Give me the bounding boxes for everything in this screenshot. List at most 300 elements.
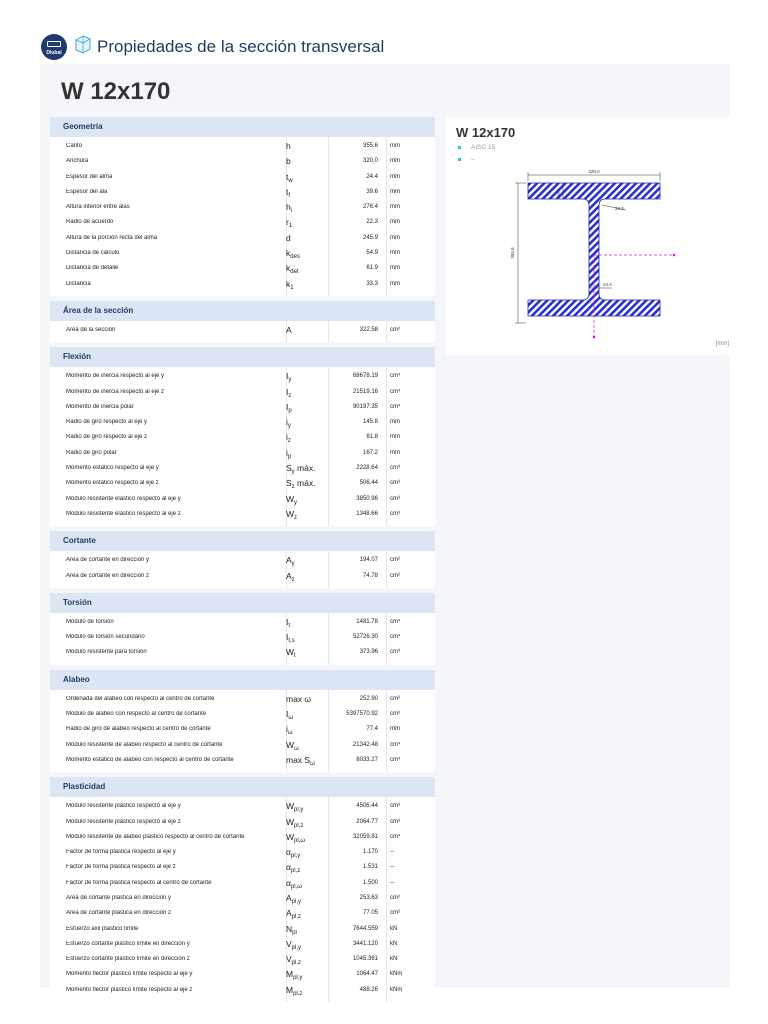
property-symbol (286, 141, 291, 151)
property-value: 1.500 (362, 879, 378, 886)
property-symbol (286, 954, 301, 966)
symbol-base: α (286, 877, 291, 888)
property-unit: mm (390, 419, 400, 426)
symbol-base: k (286, 278, 291, 289)
property-row (50, 400, 435, 415)
property-unit: cm² (390, 695, 400, 702)
symbol-subscript: pl,z (291, 914, 302, 921)
symbol-base: max S (286, 754, 311, 765)
symbol-subscript: pl (292, 929, 297, 936)
symbol-subscript: f (288, 192, 291, 199)
property-value: 68678.19 (352, 373, 378, 380)
property-value: 145.8 (362, 419, 378, 426)
property-unit: cm² (390, 572, 400, 579)
section-rows (50, 797, 435, 1002)
symbol-subscript: y (294, 499, 298, 506)
symbol-subscript: des (290, 254, 300, 261)
symbol-subscript: ω (310, 760, 315, 767)
symbol-subscript: pl,y (290, 853, 301, 860)
property-symbol (286, 233, 291, 243)
symbol-base: h (286, 141, 291, 151)
property-unit: mm (390, 173, 400, 180)
symbol-base: I (286, 709, 289, 720)
symbol-base: h (286, 202, 291, 213)
property-symbol (286, 478, 315, 490)
symbol-base: V (286, 954, 292, 965)
property-unit: cm³ (390, 510, 400, 517)
property-symbol (286, 509, 297, 521)
property-symbol (286, 448, 291, 460)
property-unit: kN (390, 956, 398, 963)
property-symbol (286, 402, 292, 414)
property-symbol (286, 263, 299, 275)
dim-flange: 39.6 (556, 189, 561, 197)
property-description: Momento flector plástico límite respecto al eje y (66, 971, 193, 978)
property-unit: cm⁴ (390, 634, 401, 641)
property-symbol (286, 985, 302, 997)
property-unit: kNm (390, 986, 403, 993)
property-row (50, 967, 435, 982)
property-row (50, 845, 435, 860)
property-row (50, 569, 435, 584)
symbol-subscript: ω (294, 745, 299, 752)
property-description: Factor de forma plástica respecto al eje z (66, 864, 176, 871)
symbol-base: t (286, 186, 289, 197)
property-row (50, 139, 435, 154)
section-header: Alabeo (50, 670, 435, 690)
property-row (50, 906, 435, 921)
property-symbol (286, 617, 290, 629)
property-value: 22.3 (366, 219, 378, 226)
property-row (50, 277, 435, 292)
section-header: Torsión (50, 593, 435, 613)
property-value: 61.9 (366, 265, 378, 272)
property-value: 488.26 (359, 986, 378, 993)
symbol-subscript: z (291, 576, 295, 583)
section-name: W 12x170 (61, 78, 171, 105)
property-value: 252.90 (359, 695, 378, 702)
symbol-subscript: i (290, 208, 293, 215)
property-description: Momento de inercia polar (66, 403, 134, 410)
property-unit: kN (390, 940, 398, 947)
property-symbol (286, 325, 292, 335)
property-description: Factor de forma plástica respecto al eje y (66, 849, 176, 856)
property-unit: cm³ (390, 480, 400, 487)
property-unit: kN (390, 925, 398, 932)
property-unit: cm³ (390, 649, 400, 656)
properties-table (50, 117, 435, 1002)
property-description: Altura interior entre alas (66, 204, 130, 211)
symbol-subscript: y (288, 377, 292, 384)
symbol-subscript: 1 (288, 223, 293, 230)
property-symbol (286, 969, 302, 981)
property-row (50, 645, 435, 660)
property-unit: cm⁴ (390, 388, 401, 395)
property-row (50, 815, 435, 830)
property-value: 74.78 (362, 572, 378, 579)
property-symbol (286, 187, 290, 199)
property-unit: kNm (390, 971, 403, 978)
symbol-base: k (286, 248, 291, 259)
property-value: 1481.78 (356, 618, 378, 625)
property-row (50, 461, 435, 476)
property-value: 3850.96 (356, 495, 378, 502)
property-row (50, 707, 435, 722)
property-description: Radio de giro polar (66, 449, 117, 456)
property-symbol (286, 156, 291, 166)
symbol-base: i (286, 417, 288, 428)
property-symbol (286, 724, 293, 736)
property-symbol (286, 740, 299, 752)
property-symbol (286, 694, 311, 704)
property-unit: mm (390, 143, 400, 149)
symbol-base: t (286, 171, 289, 182)
dim-height: 355.6 (510, 247, 515, 259)
property-description: Distancia de cálculo (66, 250, 120, 257)
property-value: 320.0 (362, 158, 378, 165)
symbol-subscript: pl,z (294, 822, 304, 829)
property-symbol (286, 893, 301, 905)
symbol-base: I (286, 401, 289, 412)
property-symbol (286, 555, 295, 567)
symbol-suffix: máx. (294, 463, 316, 474)
property-unit: cm⁴ (390, 833, 401, 840)
property-value: 1045.361 (352, 956, 378, 963)
property-unit: mm (390, 204, 400, 211)
property-unit: mm (390, 265, 400, 272)
property-value: 77.05 (362, 910, 378, 917)
property-description: Módulo de torsión secundario (66, 634, 145, 641)
property-description: Módulo de torsión (66, 618, 114, 625)
section-header: Área de la sección (50, 301, 435, 321)
property-symbol (286, 939, 301, 951)
section-header: Cortante (50, 531, 435, 551)
property-value: 5397570.92 (346, 711, 378, 718)
property-description: Esfuerzo cortante plástico límite en dirección z (66, 956, 190, 963)
property-description: Radio de giro de alabeo respecto al centro de cortante (66, 726, 211, 733)
symbol-subscript: ω (287, 730, 293, 737)
property-row (50, 154, 435, 169)
symbol-base: V (286, 938, 292, 949)
section-rows (50, 551, 435, 588)
property-description: Altura de la porción recta del alma (66, 234, 158, 241)
property-unit: mm (390, 234, 400, 241)
symbol-base: max ω (286, 693, 312, 704)
property-symbol (286, 202, 292, 214)
property-description: Radio de acuerdo (66, 219, 114, 226)
property-symbol (286, 847, 300, 859)
property-row (50, 261, 435, 276)
symbol-subscript: pl,ω (290, 883, 302, 890)
symbol-base: i (286, 432, 288, 443)
property-value: 1348.66 (356, 510, 378, 517)
property-unit: mm (390, 219, 400, 226)
symbol-subscript: pl,ω (294, 837, 306, 844)
property-value: 373.96 (359, 649, 378, 656)
property-description: Momento estático de alabeo con respecto al centro de cortante (66, 756, 234, 763)
symbol-subscript: det (290, 269, 299, 276)
property-row (50, 615, 435, 630)
page-header (0, 0, 768, 64)
unit-label: [mm] (715, 341, 729, 347)
property-description: Área de cortante en dirección z (66, 572, 150, 579)
property-row (50, 860, 435, 875)
property-description: Radio de giro respecto al eje z (66, 434, 148, 441)
property-unit: cm⁴ (390, 756, 401, 763)
symbol-base: A (286, 570, 292, 581)
property-description: Módulo resistente de alabeo respecto al centro de cortante (66, 741, 223, 748)
dim-width: 320.0 (588, 169, 600, 174)
symbol-subscript: pl,y (291, 944, 302, 951)
property-description: Área de cortante plástica en dirección z (66, 910, 172, 917)
symbol-base: W (286, 739, 295, 750)
property-unit: cm⁴ (390, 373, 401, 380)
figure-title: W 12x170 (456, 125, 516, 140)
property-symbol (286, 632, 295, 644)
property-symbol (286, 463, 315, 475)
property-row (50, 753, 435, 768)
property-description: Módulo resistente plástico respecto al eje z (66, 818, 181, 825)
symbol-base: A (286, 555, 292, 566)
property-value: 322.58 (359, 326, 378, 333)
property-unit: mm (390, 158, 400, 165)
property-value: 90197.35 (352, 403, 378, 410)
property-unit: cm² (390, 557, 400, 564)
symbol-base: d (286, 232, 291, 243)
property-description: Momento de inercia respecto al eje y (66, 373, 165, 380)
dim-radius: 22.3 (615, 206, 624, 211)
property-description: Espesor del ala (66, 188, 108, 195)
property-symbol (286, 817, 303, 829)
property-unit: -- (390, 864, 394, 871)
symbol-base: W (286, 801, 295, 812)
property-symbol (286, 172, 293, 184)
symbol-subscript: t,s (288, 638, 295, 645)
symbol-suffix: máx. (294, 478, 316, 489)
property-row (50, 170, 435, 185)
property-symbol (286, 432, 291, 444)
symbol-subscript: pl,y (291, 898, 302, 905)
symbol-subscript: w (288, 177, 293, 184)
property-value: 1.531 (362, 864, 378, 871)
page-title: Propiedades de la sección transversal (97, 37, 385, 56)
property-row (50, 430, 435, 445)
symbol-subscript: y (291, 469, 295, 476)
section-rows (50, 321, 435, 342)
property-description: Canto (66, 143, 83, 149)
symbol-base: α (286, 847, 291, 858)
symbol-base: I (286, 616, 289, 627)
symbol-base: I (286, 632, 289, 643)
property-unit: mm (390, 434, 400, 441)
property-value: 24.4 (366, 173, 378, 180)
symbol-subscript: p (288, 407, 292, 414)
symbol-subscript: pl,z (290, 868, 301, 875)
symbol-base: k (286, 263, 291, 274)
property-value: 194.07 (359, 557, 378, 564)
property-unit: cm³ (390, 803, 400, 810)
property-row (50, 215, 435, 230)
property-description: Módulo resistente plástico respecto al eje y (66, 803, 181, 810)
symbol-base: S (286, 463, 292, 474)
property-description: Distancia (66, 280, 91, 287)
property-value: 39.6 (366, 188, 378, 195)
property-unit: -- (390, 879, 394, 886)
property-symbol (286, 571, 295, 583)
property-value: 3441.120 (352, 940, 378, 947)
symbol-base: W (286, 493, 295, 504)
symbol-subscript: z (291, 484, 295, 491)
property-unit: mm (390, 250, 400, 257)
symbol-base: α (286, 862, 291, 873)
property-value: 33.3 (366, 280, 378, 287)
property-row (50, 799, 435, 814)
property-description: Área de cortante en dirección y (66, 557, 150, 564)
section-rows (50, 613, 435, 665)
symbol-subscript: pl,y (293, 975, 303, 982)
property-row (50, 553, 435, 568)
symbol-subscript: pl,z (293, 990, 303, 997)
property-unit: -- (390, 849, 394, 856)
section-rows (50, 690, 435, 772)
symbol-subscript: t (288, 622, 291, 629)
property-value: 7644.559 (352, 925, 378, 932)
symbol-base: W (286, 508, 295, 519)
section-header: Plasticidad (50, 777, 435, 797)
property-row (50, 738, 435, 753)
symbol-base: N (286, 923, 293, 934)
property-description: Factor de forma plástica respecto al centro de cortante (66, 879, 212, 886)
property-row (50, 937, 435, 952)
property-value: 1064.47 (356, 971, 378, 978)
i-beam-drawing (446, 117, 730, 355)
property-row (50, 246, 435, 261)
symbol-base: W (286, 831, 295, 842)
property-value: 1.170 (362, 849, 378, 856)
property-description: Momento flector plástico límite respecto al eje z (66, 986, 193, 993)
symbol-subscript: z (287, 438, 291, 445)
property-symbol (286, 832, 305, 844)
property-row (50, 630, 435, 645)
property-symbol (286, 862, 300, 874)
property-value: 2064.77 (356, 818, 378, 825)
symbol-subscript: y (291, 561, 295, 568)
symbol-subscript: p (287, 453, 292, 460)
property-value: 54.9 (366, 250, 378, 257)
property-symbol (286, 924, 297, 936)
property-description: Ordenada del alabeo con respecto al centro de cortante (66, 695, 215, 702)
property-description: Módulo resistente para torsión (66, 649, 147, 656)
cross-section-icon (73, 34, 93, 54)
dim-web: 24.4 (603, 282, 612, 287)
property-description: Anchura (66, 158, 89, 165)
symbol-subscript: t (294, 653, 296, 660)
property-row (50, 692, 435, 707)
property-value: 32059.81 (352, 833, 378, 840)
symbol-base: i (286, 447, 288, 458)
property-unit: cm⁴ (390, 403, 401, 410)
symbol-base: M (286, 969, 294, 980)
property-row (50, 185, 435, 200)
property-description: Esfuerzo axil plástico límite (66, 925, 139, 932)
property-unit: cm³ (390, 495, 400, 502)
symbol-subscript: ω (288, 715, 294, 722)
property-row (50, 722, 435, 737)
property-description: Espesor del alma (66, 173, 113, 180)
property-symbol (286, 709, 293, 721)
symbol-base: i (286, 724, 288, 735)
symbol-subscript: 1 (290, 284, 294, 291)
symbol-subscript: pl,y (294, 807, 304, 814)
property-value: 355.6 (362, 143, 378, 149)
property-description: Módulo de alabeo con respecto al centro de cortante (66, 711, 207, 718)
property-row (50, 983, 435, 998)
property-row (50, 446, 435, 461)
symbol-base: S (286, 478, 292, 489)
property-description: Momento de inercia respecto al eje z (66, 388, 165, 395)
property-row (50, 952, 435, 967)
property-value: 2228.64 (356, 465, 378, 472)
property-symbol (286, 279, 294, 291)
symbol-base: I (286, 386, 289, 397)
property-description: Área de la sección (66, 326, 116, 333)
property-symbol (286, 494, 297, 506)
property-unit: cm⁴ (390, 741, 401, 748)
property-row (50, 415, 435, 430)
property-unit: cm⁶ (390, 711, 401, 718)
property-symbol (286, 878, 302, 890)
symbol-subscript: z (288, 392, 292, 399)
symbol-base: b (286, 156, 291, 167)
property-value: 245.9 (362, 234, 378, 241)
property-row (50, 369, 435, 384)
property-symbol (286, 417, 291, 429)
property-symbol (286, 755, 315, 767)
legend-label: -- (471, 156, 476, 163)
property-row (50, 231, 435, 246)
property-value: 21342.48 (352, 741, 378, 748)
symbol-subscript: y (287, 423, 291, 430)
section-header: Geometría (50, 117, 435, 137)
symbol-base: r (286, 217, 289, 228)
property-symbol (286, 217, 292, 229)
property-value: 506.44 (359, 480, 378, 487)
property-row (50, 476, 435, 491)
property-symbol (286, 908, 301, 920)
property-unit: mm (390, 449, 400, 456)
property-unit: cm³ (390, 465, 400, 472)
property-description: Radio de giro respecto al eje y (66, 419, 148, 426)
symbol-base: M (286, 984, 294, 995)
property-value: 52726.30 (352, 634, 378, 641)
property-unit: cm² (390, 326, 400, 333)
section-rows (50, 367, 435, 526)
property-unit: mm (390, 188, 400, 195)
property-row (50, 492, 435, 507)
property-value: 167.2 (362, 449, 378, 456)
property-description: Área de cortante plástica en dirección y (66, 894, 172, 901)
property-row (50, 891, 435, 906)
property-value: 77.4 (366, 726, 378, 733)
symbol-subscript: pl,z (291, 960, 302, 967)
property-description: Módulo resistente elástico respecto al eje z (66, 510, 181, 517)
property-symbol (286, 647, 296, 659)
property-unit: cm² (390, 910, 400, 917)
property-description: Momento estático respecto al eje y (66, 465, 159, 472)
property-unit: cm² (390, 894, 400, 901)
symbol-base: A (286, 908, 292, 919)
property-description: Módulo resistente elástico respecto al eje y (66, 495, 181, 502)
